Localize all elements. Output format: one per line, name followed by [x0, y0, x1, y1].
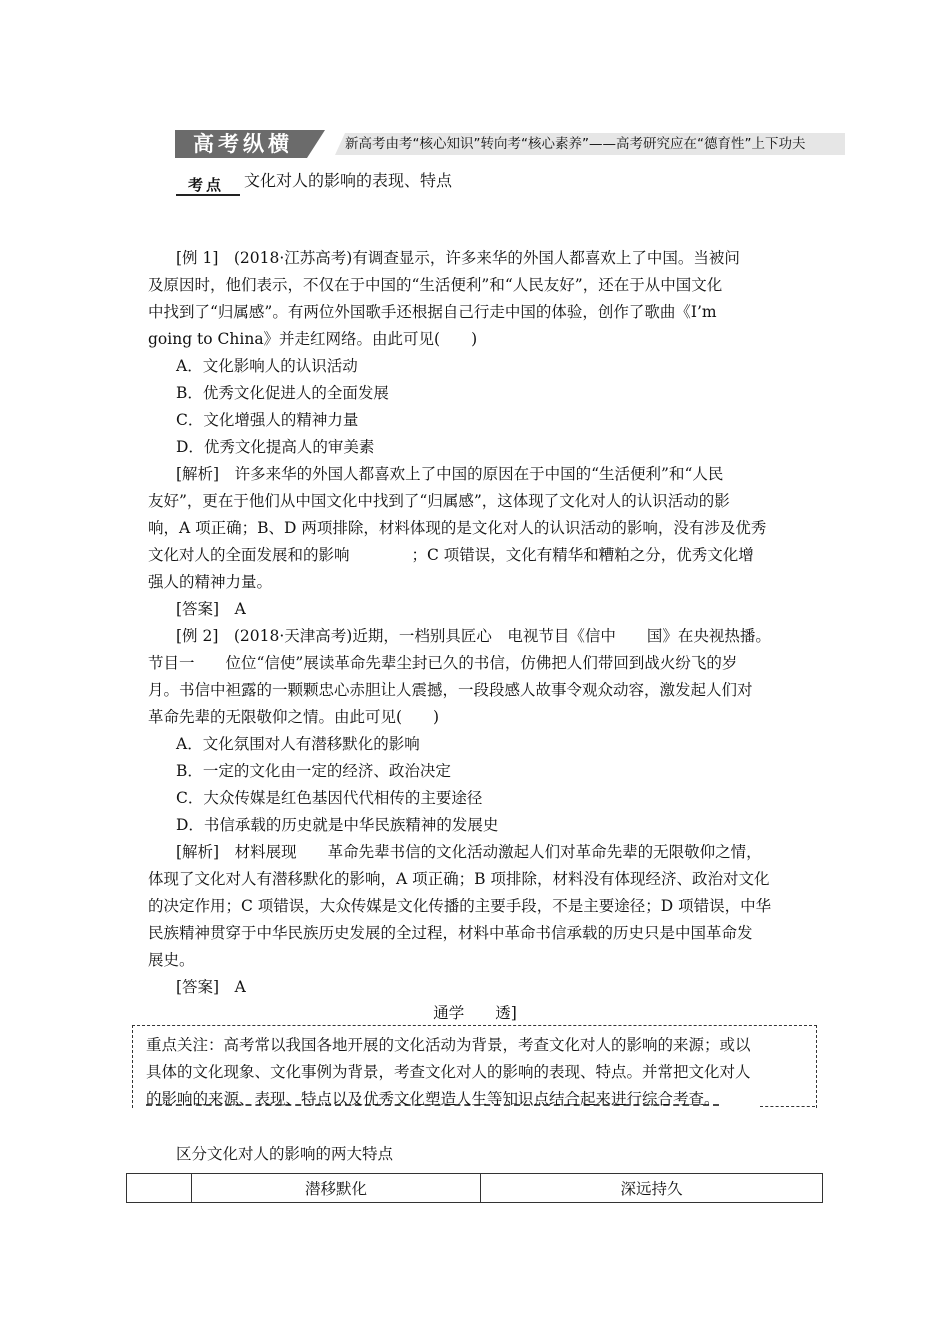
- key-focus-box-bottom: [760, 1106, 815, 1107]
- text-line: 节目一 位位“信使”展读革命先辈尘封已久的书信，仿佛把人们带回到战火纷飞的岁: [148, 654, 738, 672]
- table-title: 区分文化对人的影响的两大特点: [176, 1145, 394, 1163]
- kaodian-label: 考点: [188, 176, 225, 194]
- text-line: 月。书信中袒露的一颗颗忠心赤胆让人震撼，一段段感人故事令观众动容，激发起人们对: [148, 681, 753, 699]
- option-a: A．文化氛围对人有潜移默化的影响: [176, 735, 420, 753]
- text-line: 友好”，更在于他们从中国文化中找到了“归属感”，这体现了文化对人的认识活动的影: [148, 492, 730, 510]
- text-line: 展史。: [148, 951, 195, 969]
- text-line: [解析] 许多来华的外国人都喜欢上了中国的原因在于中国的“生活便利”和“人民: [176, 465, 724, 483]
- text-line: 的决定作用；C 项错误，大众传媒是文化传播的主要手段，不是主要途径；D 项错误，中华: [148, 897, 772, 915]
- text-line: 响，A 项正确；B、D 两项排除，材料体现的是文化对人的认识活动的影响，没有涉及优秀: [148, 519, 767, 537]
- banner-title: 高考纵横: [193, 132, 293, 156]
- text-line: going to China》并走红网络。由此可见( ): [148, 330, 478, 348]
- text-line: 文化对人的全面发展和的影响 ；C 项错误，文化有精华和糟粕之分，优秀文化增: [148, 546, 754, 564]
- answer: [答案] A: [176, 978, 246, 996]
- box-line: 具体的文化现象、文化事例为背景，考查文化对人的影响的表现、特点。并常把文化对人: [146, 1063, 751, 1081]
- option-c: C．大众传媒是红色基因代代相传的主要途径: [176, 789, 483, 807]
- tongxue-heading: 通学 透]: [433, 1004, 517, 1022]
- text-line: 及原因时，他们表示，不仅在于中国的“生活便利”和“人民友好”，还在于从中国文化: [148, 276, 723, 294]
- section-banner: [175, 130, 845, 158]
- option-b: B．优秀文化促进人的全面发展: [176, 384, 389, 402]
- answer: [答案] A: [176, 600, 246, 618]
- banner-subtitle: 新高考由考“核心知识”转向考“核心素养”——高考研究应在“德育性”上下功夫: [345, 136, 806, 152]
- text-line: 民族精神贯穿于中华民族历史发展的全过程，材料中革命书信承载的历史只是中国革命发: [148, 924, 753, 942]
- table-header-cell: 潜移默化: [192, 1174, 481, 1203]
- table-row: [127, 1174, 823, 1203]
- text-line: 中找到了“归属感”。有两位外国歌手还根据自己行走中国的体验，创作了歌曲《I’m: [148, 303, 717, 321]
- kaodian-title: 文化对人的影响的表现、特点: [244, 171, 453, 190]
- option-b: B．一定的文化由一定的经济、政治决定: [176, 762, 451, 780]
- text-line: [例 1] (2018·江苏高考)有调查显示，许多来华的外国人都喜欢上了中国。当被问: [176, 249, 740, 267]
- table-header-cell: 深远持久: [481, 1174, 823, 1203]
- text-line: [解析] 材料展现 革命先辈书信的文化活动激起人们对革命先辈的无限敬仰之情，: [176, 843, 762, 861]
- option-d: D．优秀文化提高人的审美素: [176, 438, 375, 456]
- option-a: A．文化影响人的认识活动: [176, 357, 358, 375]
- box-line: 重点关注：高考常以我国各地开展的文化活动为背景，考查文化对人的影响的来源；或以: [146, 1036, 751, 1054]
- box-line: 的影响的来源、表现、特点以及优秀文化塑造人生等知识点结合起来进行综合考查。: [146, 1090, 720, 1108]
- text-line: [例 2] (2018·天津高考)近期，一档别具匠心 电视节目《信中 国》在央视热播。: [176, 627, 771, 645]
- comparison-table: [126, 1173, 823, 1203]
- kaodian-underline: [176, 194, 240, 196]
- kaodian-marker: [176, 172, 236, 196]
- option-c: C．文化增强人的精神力量: [176, 411, 359, 429]
- text-line: 体现了文化对人有潜移默化的影响，A 项正确；B 项排除，材料没有体现经济、政治对文化: [148, 870, 770, 888]
- table-cell: [127, 1174, 192, 1203]
- option-d: D．书信承载的历史就是中华民族精神的发展史: [176, 816, 499, 834]
- text-line: 强人的精神力量。: [148, 573, 273, 591]
- text-line: 革命先辈的无限敬仰之情。由此可见( ): [148, 708, 440, 726]
